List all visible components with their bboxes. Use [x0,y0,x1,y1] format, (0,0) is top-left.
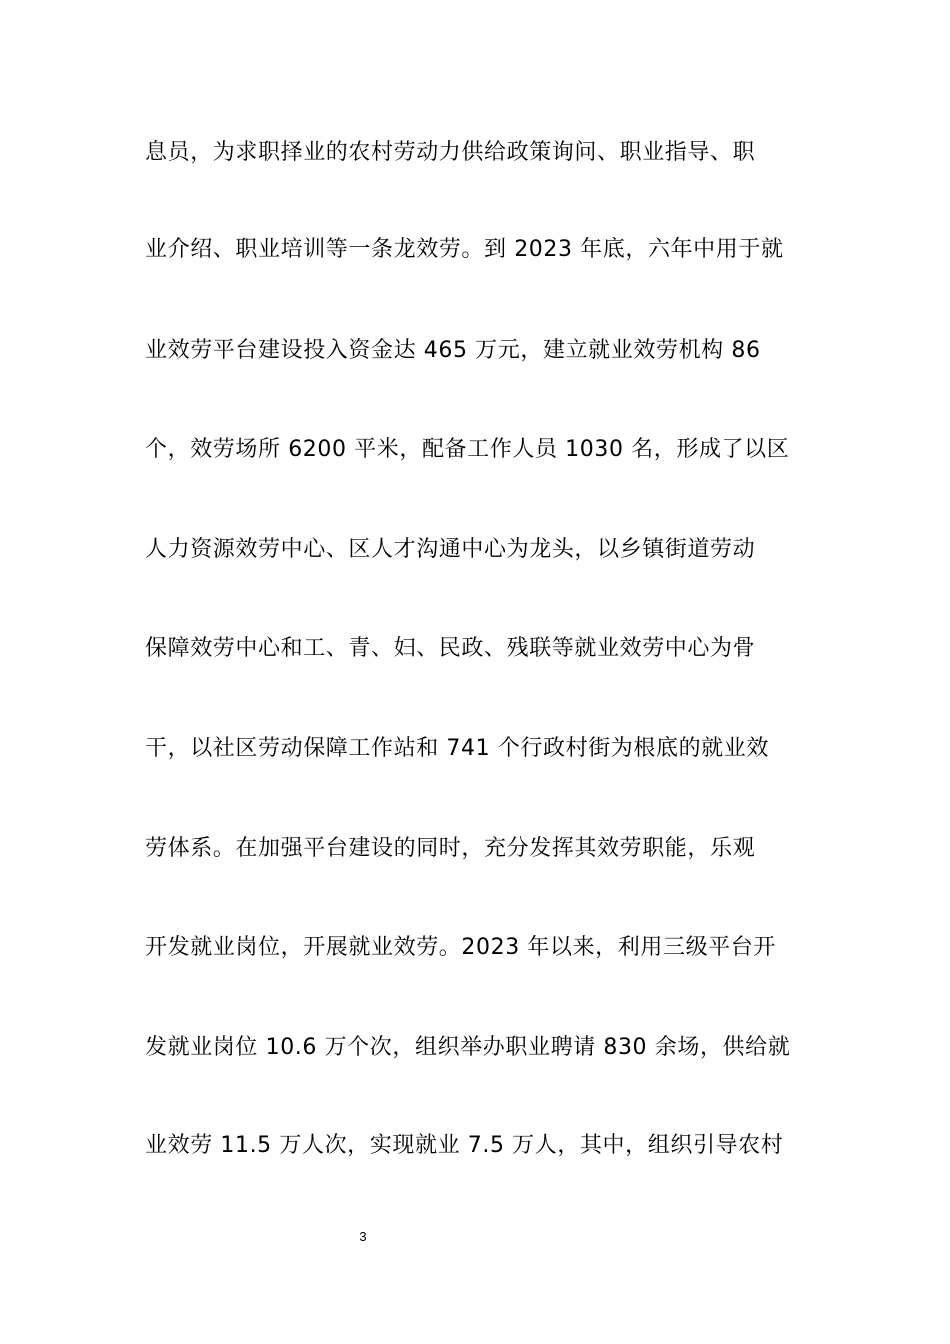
text-line: 业介绍、职业培训等一条龙效劳。到 2023 年底，六年中用于就 [145,237,784,262]
page-number: 3 [359,1229,367,1244]
text-line: 业效劳 11.5 万人次，实现就业 7.5 万人，其中，组织引导农村 [145,1133,784,1158]
text-line: 开发就业岗位，开展就业效劳。2023 年以来，利用三级平台开 [145,935,776,960]
text-line: 息员，为求职择业的农村劳动力供给政策询问、职业指导、职 [145,140,756,165]
text-line: 劳体系。在加强平台建设的同时，充分发挥其效劳职能，乐观 [145,836,756,861]
text-line: 人力资源效劳中心、区人才沟通中心为龙头，以乡镇街道劳动 [145,537,756,562]
text-line: 干，以社区劳动保障工作站和 741 个行政村街为根底的就业效 [145,736,769,761]
text-line: 业效劳平台建设投入资金达 465 万元，建立就业效劳机构 86 [145,338,761,363]
text-line: 保障效劳中心和工、青、妇、民政、残联等就业效劳中心为骨 [145,636,756,661]
text-line: 个，效劳场所 6200 平米，配备工作人员 1030 名，形成了以区 [145,437,790,462]
text-line: 发就业岗位 10.6 万个次，组织举办职业聘请 830 余场，供给就 [145,1035,791,1060]
